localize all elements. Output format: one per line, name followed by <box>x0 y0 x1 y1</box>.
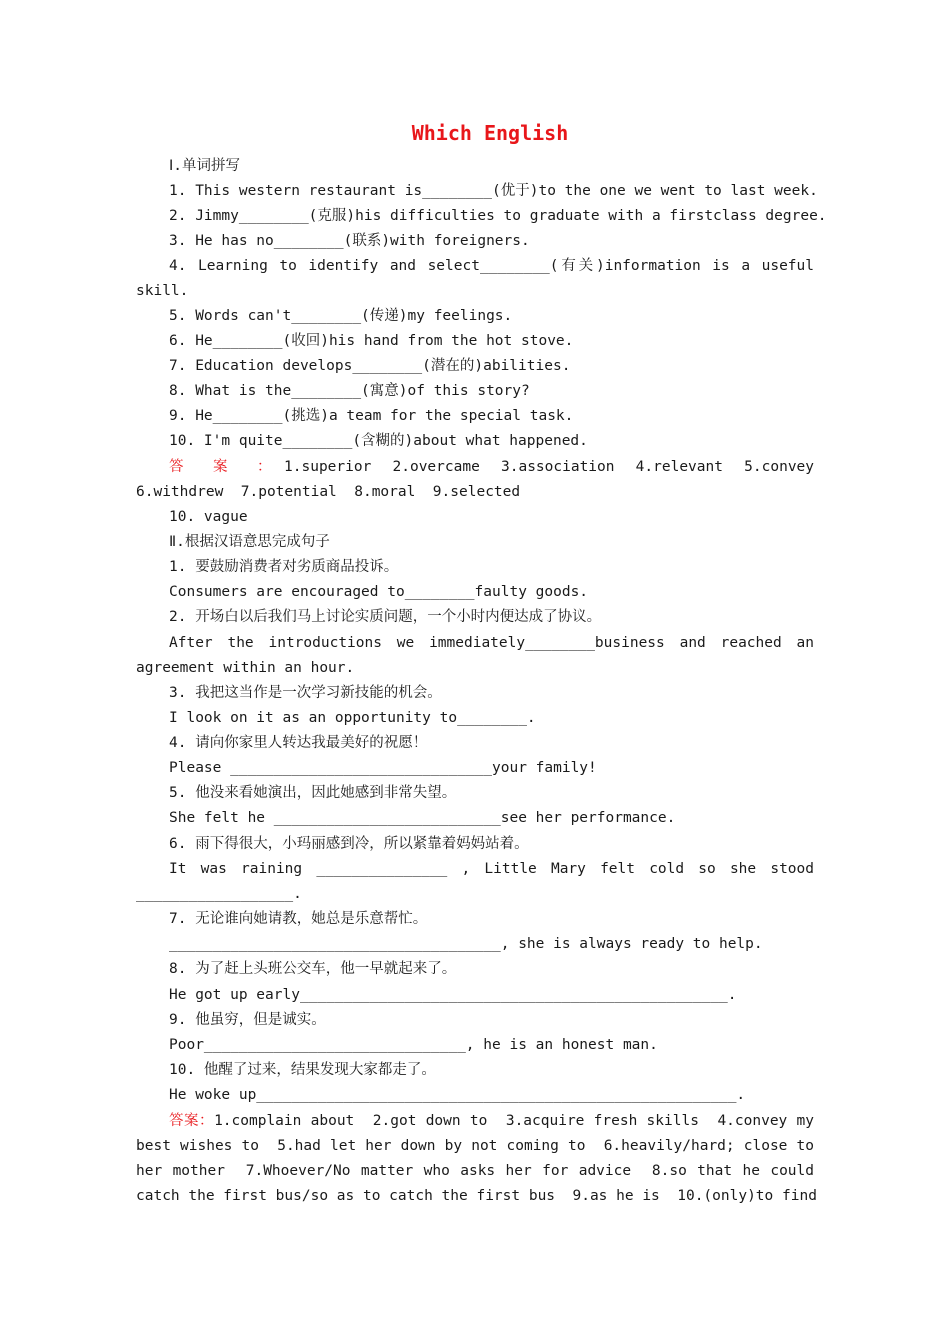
text-line <box>169 957 456 982</box>
line-text: 7. Education develops________(潜在的)abilities. <box>169 358 571 374</box>
line-text: 9. He________(挑选)a team for the special task. <box>169 408 574 424</box>
text-line <box>136 279 188 304</box>
line-text: 4. Learning to identify and select________(有关)information is a useful <box>169 258 814 274</box>
line-text: ______________________________________, she is always ready to help. <box>169 936 763 952</box>
line-text: 1.complain about 2.got down to 3.acquire fresh skills 4.convey my <box>214 1113 815 1129</box>
line-text: 8. 为了赶上头班公交车，他一早就起来了。 <box>169 961 457 977</box>
line-text: She felt he __________________________see her performance. <box>169 810 676 826</box>
line-text: Consumers are encouraged to________faulty goods. <box>169 584 589 600</box>
line-text: 8. What is the________(寓意)of this story? <box>169 383 530 399</box>
line-text: Ⅱ.根据汉语意思完成句子 <box>169 534 330 550</box>
line-text: 7. 无论谁向她请教，她总是乐意帮忙。 <box>169 911 428 927</box>
text-line <box>136 480 520 505</box>
text-line <box>169 354 570 379</box>
answer-line <box>169 455 814 480</box>
line-text: 2. Jimmy________(克服)his difficulties to graduate with a firstclass degree. <box>169 208 827 224</box>
text-line <box>169 605 601 630</box>
text-line <box>169 806 675 831</box>
text-line <box>136 1159 814 1184</box>
line-text: 4. 请向你家里人转达我最美好的祝愿！ <box>169 735 428 751</box>
text-line <box>169 229 530 254</box>
page-title: Which English <box>411 121 569 145</box>
text-line <box>169 429 588 454</box>
text-line <box>169 781 456 806</box>
text-line <box>169 983 736 1008</box>
text-line <box>169 154 240 179</box>
text-line <box>169 857 814 882</box>
line-text: her mother 7.Whoever/No matter who asks her for advice 8.so that he could <box>136 1163 814 1179</box>
text-line <box>169 907 427 932</box>
line-text: 1.superior 2.overcame 3.association 4.relevant 5.convey <box>284 459 815 475</box>
text-line <box>169 1083 745 1108</box>
line-text: agreement within an hour. <box>136 660 355 676</box>
text-line <box>136 656 354 681</box>
text-line <box>169 1008 326 1033</box>
line-text: 5. Words can't________(传递)my feelings. <box>169 308 513 324</box>
line-text: After the introductions we immediately________business and reached an <box>169 635 814 651</box>
line-text: 1. 要鼓励消费者对劣质商品投诉。 <box>169 559 399 575</box>
line-text: best wishes to 5.had let her down by not coming to 6.heavily/hard; close to <box>136 1138 814 1154</box>
line-text: 6. He________(收回)his hand from the hot stove. <box>169 333 574 349</box>
line-text: I look on it as an opportunity to________. <box>169 710 536 726</box>
text-line <box>169 505 248 530</box>
line-text: 10. 他醒了过来，结果发现大家都走了。 <box>169 1062 436 1078</box>
line-text: 10. vague <box>169 509 248 525</box>
text-line <box>169 179 818 204</box>
text-line <box>136 1134 814 1159</box>
text-line <box>169 580 588 605</box>
answer-label: 答案： <box>169 1113 215 1129</box>
line-text: 5. 他没来看她演出，因此她感到非常失望。 <box>169 785 457 801</box>
line-text: He got up early_________________________________________________. <box>169 987 737 1003</box>
text-line <box>169 329 573 354</box>
text-line <box>169 204 827 229</box>
line-text: Ⅰ.单词拼写 <box>169 158 241 174</box>
answer-label: 答 案 ： <box>169 459 285 475</box>
line-text: He woke up_______________________________________________________. <box>169 1087 746 1103</box>
text-line <box>169 706 536 731</box>
text-line <box>169 832 529 857</box>
text-line <box>169 530 330 555</box>
line-text: 6. 雨下得很大，小玛丽感到冷，所以紧靠着妈妈站着。 <box>169 836 529 852</box>
line-text: 6.withdrew 7.potential 8.moral 9.selected <box>136 484 521 500</box>
text-line <box>169 1058 436 1083</box>
line-text: Poor______________________________, he is an honest man. <box>169 1037 658 1053</box>
text-line <box>169 631 814 656</box>
text-line <box>136 1184 817 1209</box>
line-text: 3. 我把这当作是一次学习新技能的机会。 <box>169 685 442 701</box>
text-line <box>169 254 814 279</box>
text-line <box>169 731 427 756</box>
text-line <box>169 555 398 580</box>
text-line <box>169 404 573 429</box>
line-text: __________________. <box>136 886 302 902</box>
text-line <box>169 379 530 404</box>
line-text: 2. 开场白以后我们马上讨论实质问题，一个小时内便达成了协议。 <box>169 609 602 625</box>
text-line <box>169 1033 658 1058</box>
text-line <box>169 756 597 781</box>
text-line <box>169 932 763 957</box>
answer-line <box>169 1109 814 1134</box>
text-line <box>136 882 302 907</box>
line-text: Please ______________________________your family! <box>169 760 597 776</box>
line-text: 3. He has no________(联系)with foreigners. <box>169 233 530 249</box>
line-text: 9. 他虽穷，但是诚实。 <box>169 1012 326 1028</box>
text-line <box>169 304 512 329</box>
line-text: 1. This western restaurant is________(优于)to the one we went to last week. <box>169 183 818 199</box>
line-text: catch the first bus/so as to catch the first bus 9.as he is 10.(only)to find <box>136 1188 817 1204</box>
line-text: It was raining _______________ , Little Mary felt cold so she stood <box>169 861 814 877</box>
line-text: skill. <box>136 283 189 299</box>
text-line <box>169 681 442 706</box>
line-text: 10. I'm quite________(含糊的)about what happened. <box>169 433 588 449</box>
